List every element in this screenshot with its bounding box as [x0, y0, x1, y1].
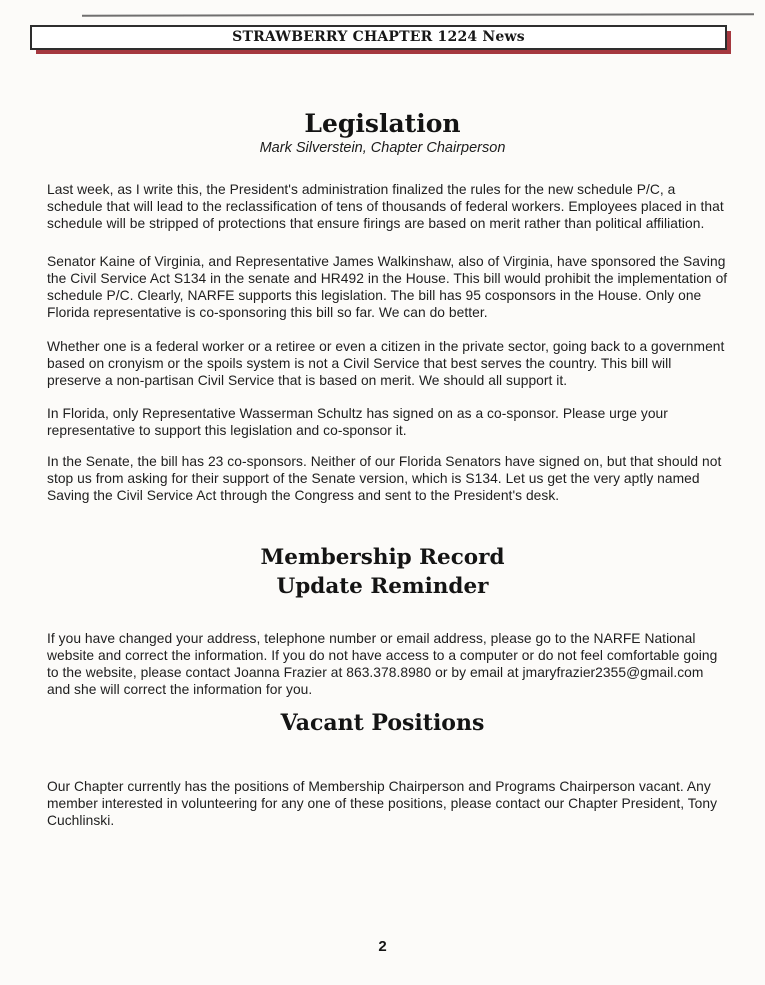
membership-title-line2: Update Reminder — [276, 574, 489, 599]
legislation-paragraph-3: Whether one is a federal worker or a retiree or even a citizen in the private sector, going back to a government based on cronyism or the spoils system is not a Civil Service that best serves the country. This bill will preserve a non-partisan Civil Service that is based on merit. We should all support it. — [47, 338, 725, 389]
page-number: 2 — [378, 938, 387, 955]
legislation-paragraph-1: Last week, as I write this, the President's administration finalized the rules for the new schedule P/C, a schedule that will lead to the reclassification of tens of thousands of federal workers. Employees placed in that schedule will be stripped of protections that ensure firings are based on merit rather than political affiliation. — [47, 181, 724, 232]
scan-artifact-line — [82, 13, 754, 16]
membership-title-line1: Membership Record — [260, 545, 505, 570]
legislation-byline: Mark Silverstein, Chapter Chairperson — [259, 140, 506, 156]
membership-section-title — [0, 543, 765, 601]
legislation-paragraph-5: In the Senate, the bill has 23 co-sponsors. Neither of our Florida Senators have signed on, but that should not stop us from asking for their support of the Senate version, which is S134. Let us get the very aptly named Saving the Civil Service Act through the Congress and sent to the President's desk. — [47, 453, 722, 504]
membership-paragraph: If you have changed your address, telephone number or email address, please go to the NARFE National website and correct the information. If you do not have access to a computer or do not feel comfortable going to the website, please contact Joanna Frazier at 863.378.8980 or by email at jmaryfrazier2355@gmail.com and she will correct the information for you. — [47, 630, 718, 698]
vacant-positions-section-title: Vacant Positions — [280, 710, 485, 736]
legislation-section-title: Legislation — [304, 109, 461, 138]
legislation-paragraph-4: In Florida, only Representative Wasserman Schultz has signed on as a co-sponsor. Please urge your representative to support this legislation and co-sponsor it. — [47, 405, 668, 438]
legislation-paragraph-2: Senator Kaine of Virginia, and Representative James Walkinshaw, also of Virginia, have sponsored the Saving the Civil Service Act S134 in the senate and HR492 in the House. This bill would prohibit the implementation of schedule P/C. Clearly, NARFE supports this legislation. The bill has 95 cosponsors in the House. Only one Florida representative is co-sponsoring this bill so far. We can do better. — [47, 253, 728, 321]
newsletter-masthead — [30, 25, 727, 50]
vacant-positions-paragraph: Our Chapter currently has the positions of Membership Chairperson and Programs Chairperson vacant. Any member interested in volunteering for any one of these positions, please contact our Chapter President, Tony Cuchlinski. — [47, 778, 718, 829]
masthead-title: STRAWBERRY CHAPTER 1224 News — [232, 29, 525, 45]
